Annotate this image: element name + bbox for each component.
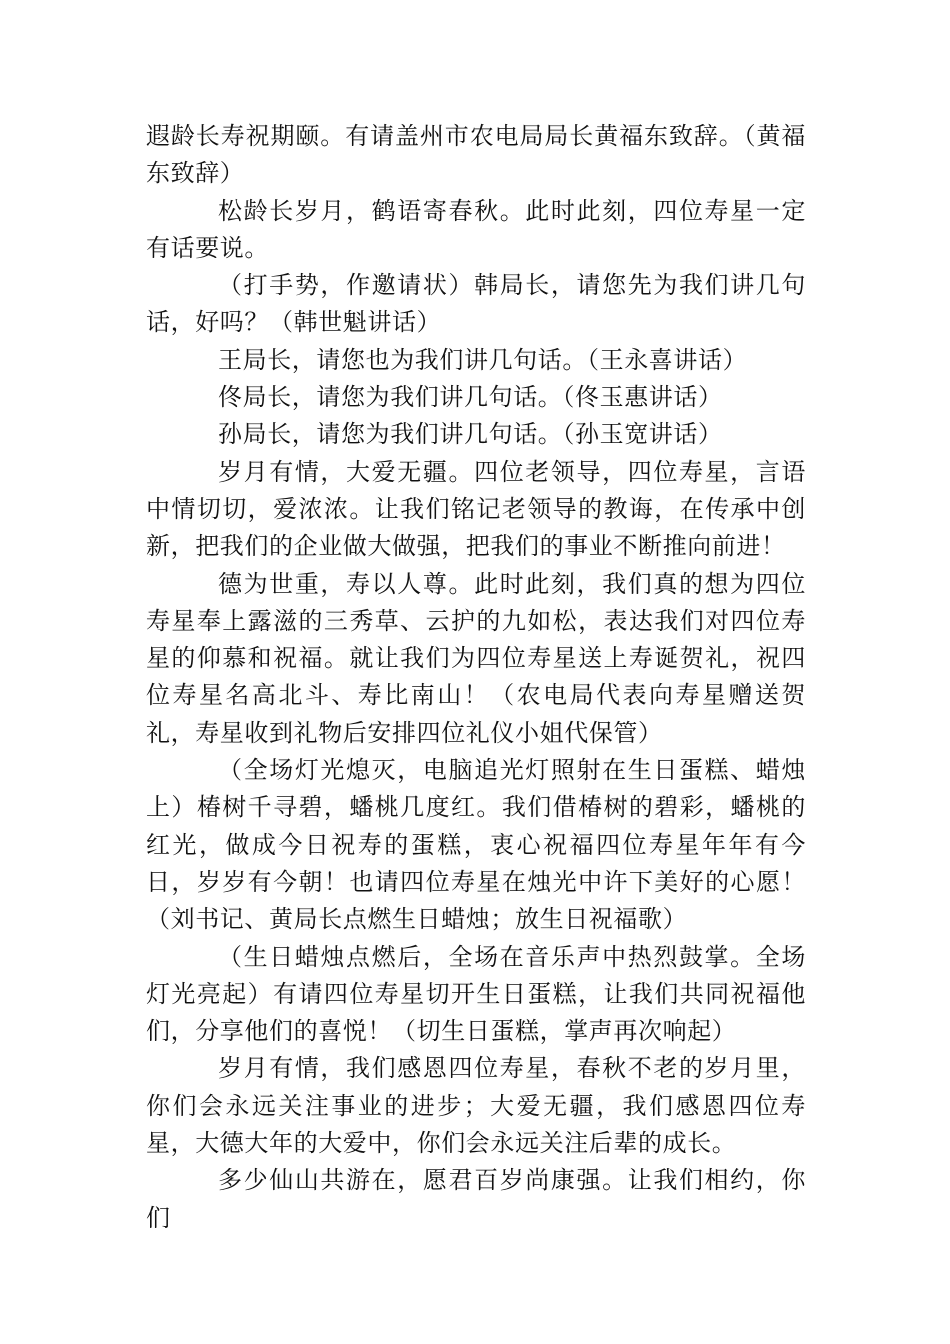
document-page (146, 118, 806, 1237)
paragraph-12: 多少仙山共游在，愿君百岁尚康强。让我们相约，你们 (146, 1166, 806, 1232)
paragraph-3: （打手势，作邀请状）韩局长，请您先为我们讲几句话，好吗？（韩世魁讲话） (146, 271, 806, 337)
paragraph-11: 岁月有情，我们感恩四位寿星，春秋不老的岁月里，你们会永远关注事业的进步；大爱无疆，我们感恩四位寿星，大德大年的大爱中，你们会永远关注后辈的成长。 (146, 1054, 806, 1158)
paragraph-7: 岁月有情，大爱无疆。四位老领导，四位寿星，言语中情切切，爱浓浓。让我们铭记老领导的教诲，在传承中创新，把我们的企业做大做强，把我们的事业不断推向前进！ (146, 457, 806, 561)
paragraph-1: 遐龄长寿祝期颐。有请盖州市农电局局长黄福东致辞。（黄福东致辞） (146, 122, 806, 188)
paragraph-10: （生日蜡烛点燃后，全场在音乐声中热烈鼓掌。全场灯光亮起）有请四位寿星切开生日蛋糕，让我们共同祝福他们，分享他们的喜悦！（切生日蛋糕，掌声再次响起） (146, 942, 806, 1046)
paragraph-2: 松龄长岁月，鹤语寄春秋。此时此刻，四位寿星一定有话要说。 (146, 196, 806, 262)
paragraph-6: 孙局长，请您为我们讲几句话。（孙玉宽讲话） (218, 420, 723, 449)
paragraph-5: 佟局长，请您为我们讲几句话。（佟玉惠讲话） (218, 383, 723, 412)
paragraph-8: 德为世重，寿以人尊。此时此刻，我们真的想为四位寿星奉上露滋的三秀草、云护的九如松，表达我们对四位寿星的仰慕和祝福。就让我们为四位寿星送上寿诞贺礼，祝四位寿星名高北斗、寿比南山！（农电局代表向寿星赠送贺礼，寿星收到礼物后安排四位礼仪小姐代保管） (146, 569, 806, 747)
paragraph-4: 王局长，请您也为我们讲几句话。（王永喜讲话） (218, 345, 748, 374)
paragraph-9: （全场灯光熄灭，电脑追光灯照射在生日蛋糕、蜡烛上）椿树千寻碧，蟠桃几度红。我们借椿树的碧彩，蟠桃的红光，做成今日祝寿的蛋糕，衷心祝福四位寿星年年有今日，岁岁有今朝！也请四位寿星在烛光中许下美好的心愿！（刘书记、黄局长点燃生日蜡烛；放生日祝福歌） (146, 756, 806, 934)
